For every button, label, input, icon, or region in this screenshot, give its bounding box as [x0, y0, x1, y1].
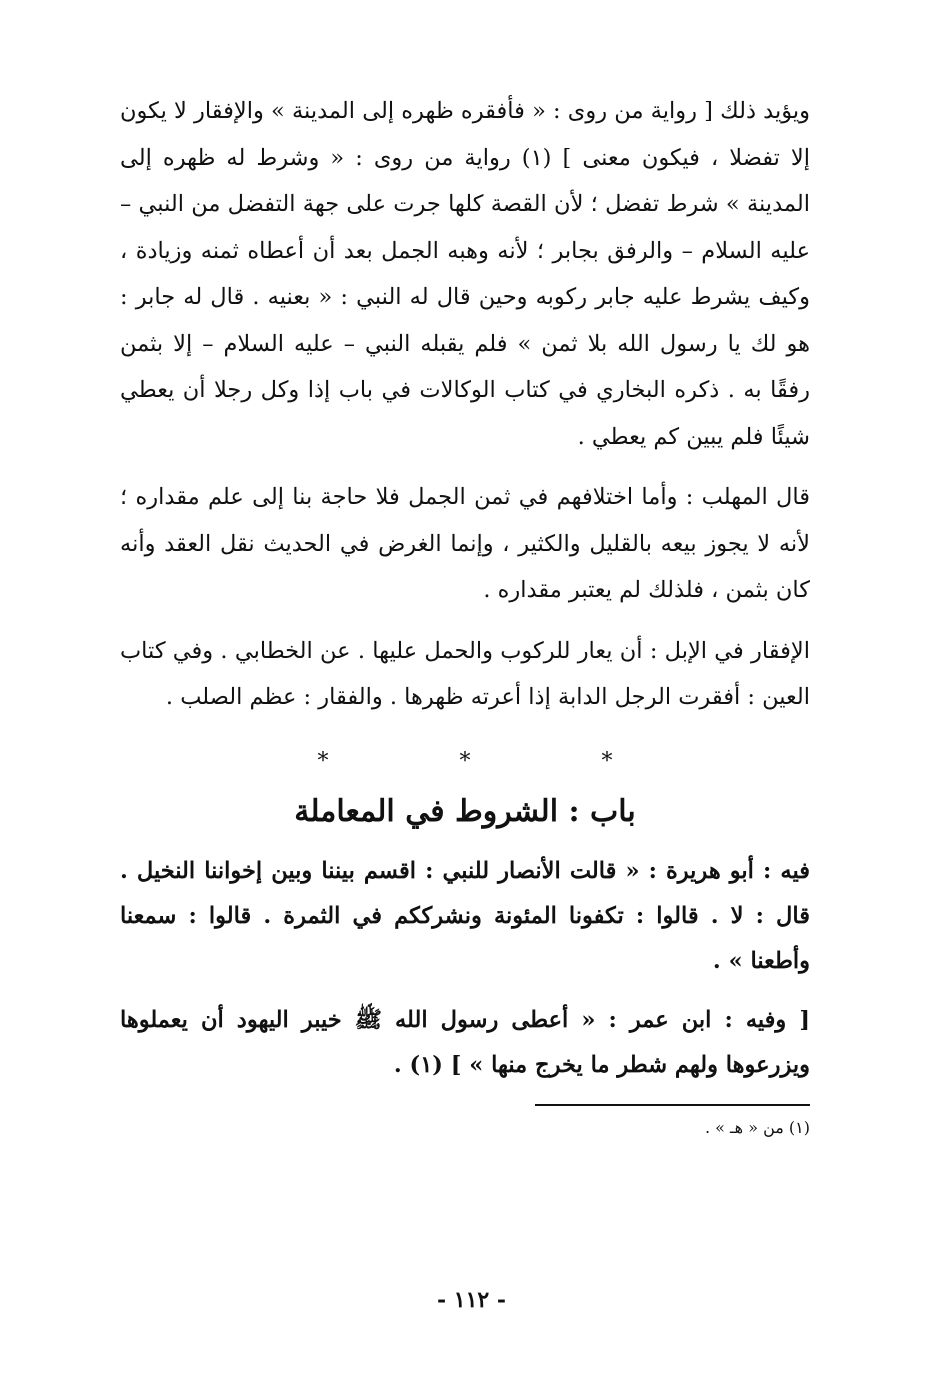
- page-number: - ١١٢ -: [436, 1287, 507, 1313]
- footnote: (١) من « هـ » .: [704, 1117, 810, 1137]
- paragraph-muhallab: قال المهلب : وأما اختلافهم في ثمن الجمل فلا حاجة بنا إلى علم مقداره ؛ لأنه لا يجوز بيعه بالقليل والكثير ، وإنما الغرض في الحديث نقل العقد وأنه كان بثمن ، فلذلك لم يعتبر مقداره .: [120, 484, 810, 603]
- page-body: [120, 88, 810, 1142]
- hadith-ibn-umar: [ وفيه : ابن عمر : « أعطى رسول الله ﷺ خيبر اليهود أن يعملوها ويزرعوها ولهم شطر ما يخرج منها » ] (١) .: [120, 1006, 810, 1078]
- footnote-separator: [535, 1104, 810, 1106]
- paragraph-ifqar-definition: الإفقار في الإبل : أن يعار للركوب والحمل عليها . عن الخطابي . وفي كتاب العين : أفقرت الرجل الدابة إذا أعرته ظهرها . والفقار : عظم الصلب .: [120, 637, 810, 710]
- paragraph-commentary: ويؤيد ذلك [ رواية من روى : « فأفقره ظهره إلى المدينة » والإفقار لا يكون إلا تفضلا ، فيكون معنى ] (١) رواية من روى : « وشرط له ظهره إلى المدينة » شرط تفضل ؛ لأن القصة كلها جرت على جهة التفضل من النبي – عليه السلام – والرفق بجابر ؛ لأنه وهبه الجمل بعد أن أعطاه ثمنه وزيادة ، وكيف يشرط عليه جابر ركوبه وحين قال له النبي : « بعنيه . قال له جابر : هو لك يا رسول الله بلا ثمن » فلم يقبله النبي – عليه السلام – إلا بثمن رفقًا به . ذكره البخاري في كتاب الوكالات في باب إذا وكل رجلا أن يعطي شيئًا فلم يبين كم يعطي .: [120, 98, 810, 450]
- chapter-title: باب : الشروط في المعاملة: [294, 793, 636, 829]
- hadith-abu-hurayra: فيه : أبو هريرة : « قالت الأنصار للنبي : اقسم بيننا وبين إخواننا النخيل . قال : لا . قالوا : تكفونا المئونة ونشرككم في الثمرة . قالوا : سمعنا وأطعنا » .: [120, 857, 810, 974]
- section-divider: * * *: [317, 748, 675, 774]
